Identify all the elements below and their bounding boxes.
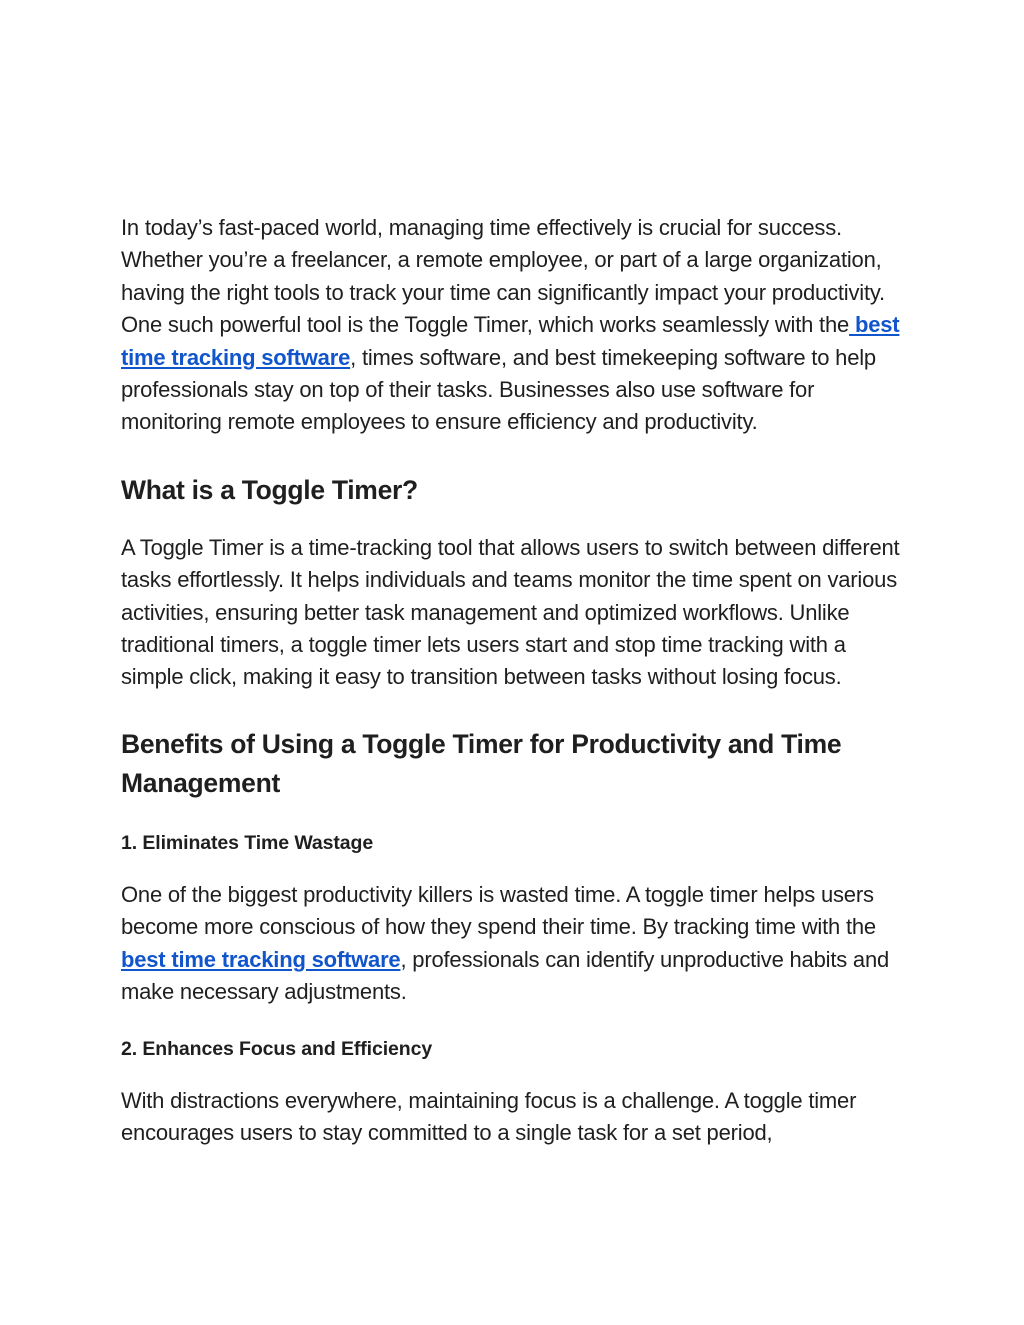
benefit-1-text-2: , professionals can identify unproductive habits and make necessary adjustments. [121, 946, 890, 1005]
document-page [121, 212, 911, 1149]
intro-text-1: In today’s fast-paced world, managing time effectively is crucial for success. Whether you’re a freelancer, a remote employee, or part of a large organization, having the right tools to track your time can significantly impact your productivity. One such powerful tool is the Toggle Timer, which works seamlessly with the [121, 215, 885, 338]
intro-text-2: , times software, and best timekeeping software to help professionals stay on top of their tasks. Businesses also use software for monitoring remote employees to ensure efficiency and productivity. [121, 344, 876, 435]
benefits-heading: Benefits of Using a Toggle Timer for Productivity and Time Management [121, 728, 842, 798]
benefit-2-paragraph: With distractions everywhere, maintaining focus is a challenge. A toggle timer encourages users to stay committed to a single task for a set period, [121, 1087, 857, 1145]
best-time-tracking-software-link[interactable]: best time tracking software [121, 312, 900, 370]
benefit-1-title: 1. Eliminates Time Wastage [121, 831, 374, 854]
intro-paragraph [121, 212, 911, 439]
benefit-1-paragraph [121, 879, 911, 1009]
what-is-paragraph: A Toggle Timer is a time-tracking tool that allows users to switch between different tasks effortlessly. It helps individuals and teams monitor the time spent on various activities, ensuring better task management and optimized workflows. Unlike traditional timers, a toggle timer lets users start and stop time tracking with a simple click, making it easy to transition between tasks without losing focus. [121, 534, 900, 690]
best-time-tracking-software-link-2[interactable]: best time tracking software [121, 946, 401, 972]
what-is-heading: What is a Toggle Timer? [121, 474, 418, 505]
benefit-2-title: 2. Enhances Focus and Efficiency [121, 1037, 433, 1060]
benefit-1-text-1: One of the biggest productivity killers is wasted time. A toggle timer helps users become more conscious of how they spend their time. By tracking time with the [121, 881, 876, 940]
